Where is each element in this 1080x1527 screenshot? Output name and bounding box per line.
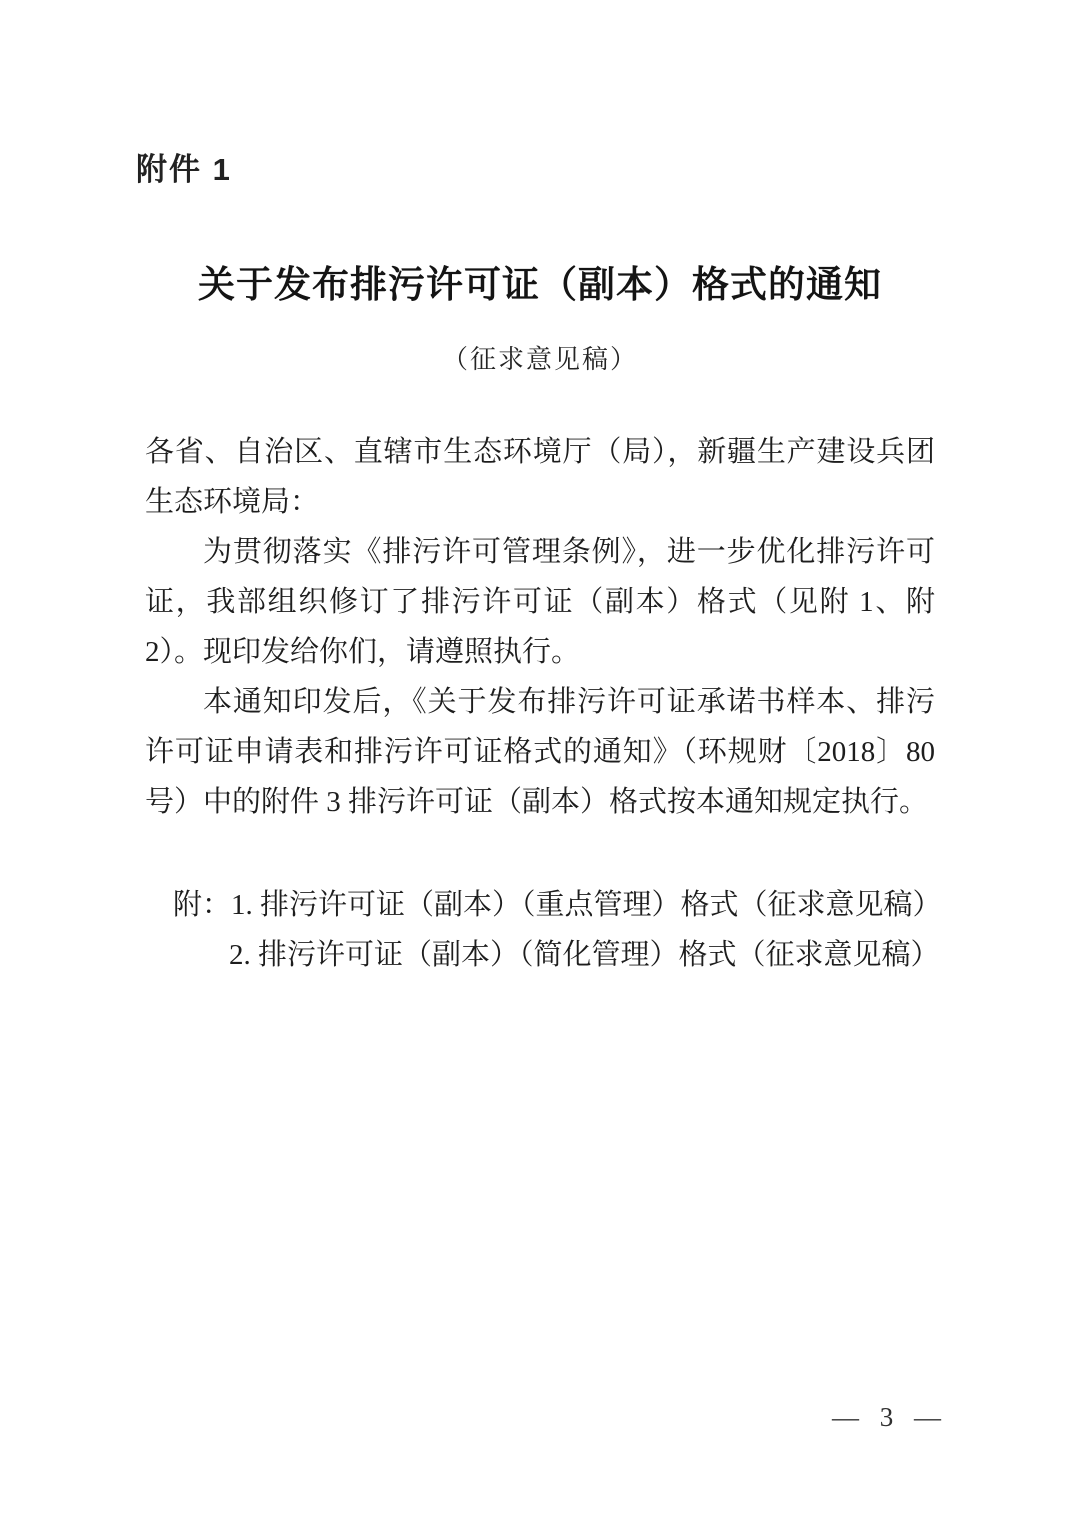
page-number: — 3 — (832, 1402, 948, 1432)
attachment-list-item-1: 1. 排污许可证（副本）（重点管理）格式（征求意见稿） (231, 889, 942, 921)
body-paragraph-2: 本通知印发后，《关于发布排污许可证承诺书样本、排污许可证申请表和排污许可证格式的通知》（环规财〔2018〕80 号）中的附件 3 排污许可证（副本）格式按本通知规定执行。 (145, 686, 935, 818)
attachment-list-row (173, 930, 940, 980)
attachment-list-item-2: 2. 排污许可证（副本）（简化管理）格式（征求意见稿） (229, 939, 940, 971)
attachment-list (145, 880, 942, 980)
salutation-line: 各省、自治区、直辖市生态环境厅（局），新疆生产建设兵团生态环境局： (145, 436, 935, 518)
attachment-list-prefix: 附： (173, 889, 232, 921)
body-paragraph-1: 为贯彻落实《排污许可管理条例》，进一步优化排污许可证，我部组织修订了排污许可证（副本）格式（见附 1、附 2）。现印发给你们，请遵照执行。 (145, 536, 935, 668)
attachment-list-row (173, 880, 942, 930)
document-subtitle: （征求意见稿） (441, 345, 638, 374)
document-body (145, 427, 942, 980)
document-title: 关于发布排污许可证（副本）格式的通知 (198, 265, 882, 306)
attachment-label: 附件 1 (136, 152, 232, 187)
